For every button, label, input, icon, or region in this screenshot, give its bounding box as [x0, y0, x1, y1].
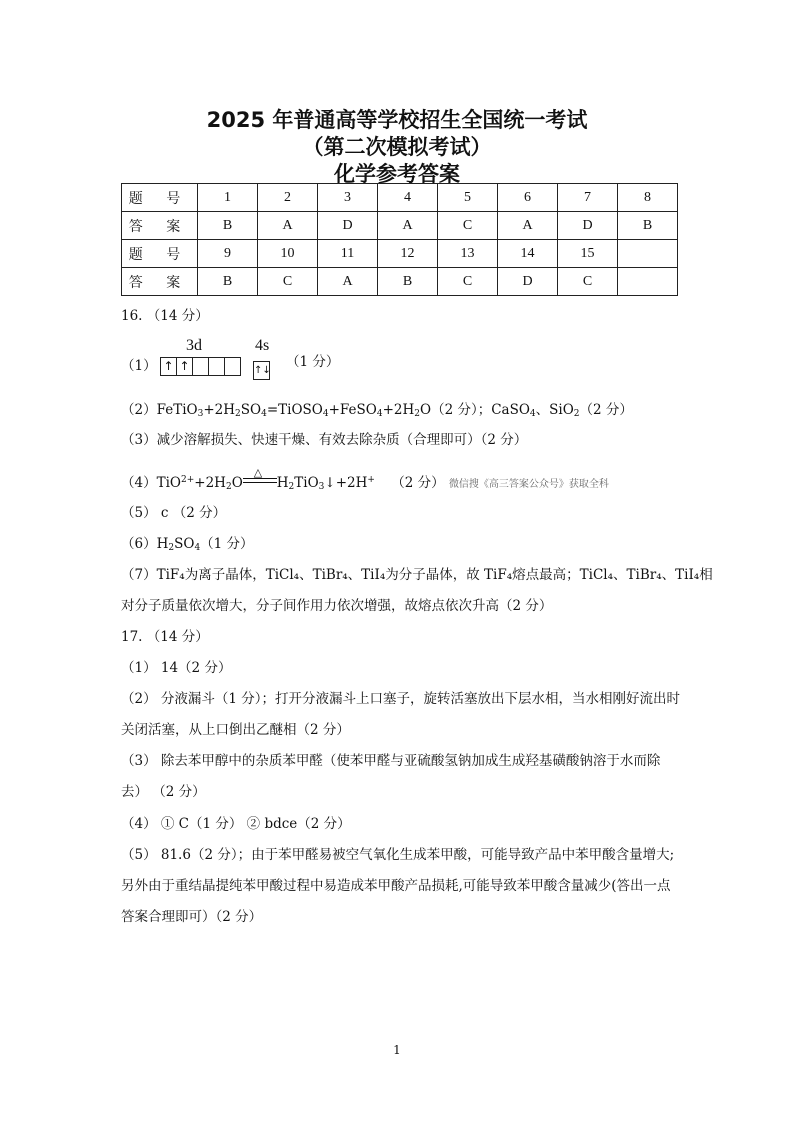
- text: SO: [174, 536, 195, 552]
- text: O（2 分）；CaSO: [420, 402, 530, 418]
- orbital-box: [224, 357, 241, 376]
- text: TiO: [294, 475, 319, 491]
- text: FeTiO: [156, 402, 198, 418]
- text: （4）: [121, 475, 157, 491]
- q17-heading: 17. （14 分）: [121, 629, 209, 645]
- text: 、SiO: [535, 402, 574, 418]
- text: （1 分）: [200, 536, 254, 552]
- superscript: +: [367, 475, 375, 485]
- table-cell: 6: [498, 184, 558, 212]
- table-cell: 13: [438, 240, 498, 268]
- subscript: 2: [288, 482, 295, 492]
- table-cell: C: [438, 212, 498, 240]
- q17-p1: （1） 14（2 分）: [121, 660, 232, 676]
- table-cell: 12: [378, 240, 438, 268]
- text: ↓+2H: [324, 475, 368, 491]
- q16-p2: [121, 400, 633, 424]
- q16-heading: 16. （14 分）: [121, 308, 209, 324]
- q16-p3: （3）减少溶解损失、快速干燥、有效去除杂质（合理即可）（2 分）: [121, 432, 528, 448]
- table-cell: B: [198, 268, 258, 296]
- text: （2 分）: [391, 475, 445, 491]
- row-label: 题 号: [122, 240, 198, 268]
- table-cell: [618, 268, 678, 296]
- text: （2）: [121, 402, 157, 418]
- table-cell: [618, 240, 678, 268]
- table-cell: 1: [198, 184, 258, 212]
- orbital-box: ↑: [160, 357, 177, 376]
- subscript: 2: [225, 482, 232, 492]
- subscript: 4: [529, 409, 536, 419]
- table-cell: 8: [618, 184, 678, 212]
- table-cell: 9: [198, 240, 258, 268]
- table-cell: B: [618, 212, 678, 240]
- orbital-box: ↑↓: [253, 361, 270, 380]
- table-cell: C: [558, 268, 618, 296]
- table-cell: 14: [498, 240, 558, 268]
- subscript: 4: [376, 409, 383, 419]
- text: H: [276, 475, 289, 491]
- q16-p7-line2: 对分子质量依次增大，分子间作用力依次增强，故熔点依次升高（2 分）: [121, 598, 553, 614]
- subscript: 3: [197, 409, 204, 419]
- heating-equals-sign: [243, 466, 277, 485]
- text: +2H: [382, 402, 415, 418]
- exam-subtitle: （第二次模拟考试）: [302, 135, 492, 159]
- subscript: 2: [414, 409, 420, 419]
- orbital-box: [192, 357, 209, 376]
- row-label: 答 案: [122, 212, 198, 240]
- table-cell: B: [198, 212, 258, 240]
- table-row: [122, 184, 678, 212]
- text: SO: [240, 402, 262, 418]
- table-cell: 2: [258, 184, 318, 212]
- q16-p4: [121, 466, 609, 497]
- text: =TiOSO: [266, 402, 323, 418]
- q17-p2: （2） 分液漏斗（1 分）；打开分液漏斗上口塞子，旋转活塞放出下层水相，当水相刚好流出时关闭活塞，从上口倒出乙醚相（2 分）: [121, 691, 681, 738]
- table-cell: A: [378, 212, 438, 240]
- table-cell: 4: [378, 184, 438, 212]
- table-row: [122, 240, 678, 268]
- text: TiO: [156, 475, 181, 491]
- table-cell: C: [438, 268, 498, 296]
- answer-table: [121, 183, 678, 296]
- subscript: 2: [573, 409, 580, 419]
- table-row: [122, 212, 678, 240]
- page-number: 1: [393, 1043, 401, 1057]
- text: +FeSO: [328, 402, 377, 418]
- text: （6）H: [121, 536, 169, 552]
- subscript: 4: [194, 543, 201, 553]
- table-cell: D: [558, 212, 618, 240]
- subscript: 4: [261, 409, 267, 419]
- q17-p3: （3） 除去苯甲醇中的杂质苯甲醛（使苯甲醛与亚硫酸氢钠加成生成羟基磺酸钠溶于水而除去） （2 分）: [121, 753, 661, 800]
- table-cell: 5: [438, 184, 498, 212]
- table-cell: 11: [318, 240, 378, 268]
- q16-p1-label: （1）: [121, 358, 157, 374]
- row-label: 答 案: [122, 268, 198, 296]
- text: +2H: [203, 402, 236, 418]
- q16-p7-line1: （7）TiF₄为离子晶体，TiCl₄、TiBr₄、TiI₄为分子晶体，故 TiF₄熔点最高；TiCl₄、TiBr₄、TiI₄相: [121, 567, 713, 583]
- orbital-3d-boxes: [160, 357, 240, 375]
- text: （2 分）: [579, 402, 633, 418]
- orbital-box: ↑: [176, 357, 193, 376]
- q16-p6: [121, 534, 254, 558]
- orbital-4s-label: 4s: [255, 337, 270, 354]
- table-cell: D: [498, 268, 558, 296]
- text: +2H: [194, 475, 226, 491]
- superscript: 2+: [180, 475, 195, 485]
- watermark-text: 微信搜《高三答案公众号》获取全科: [448, 479, 609, 490]
- table-cell: A: [498, 212, 558, 240]
- table-row: [122, 268, 678, 296]
- answer-key-title: 化学参考答案: [334, 162, 460, 186]
- table-cell: C: [258, 268, 318, 296]
- q16-p1-score: （1 分）: [286, 354, 340, 370]
- table-cell: D: [318, 212, 378, 240]
- table-cell: B: [378, 268, 438, 296]
- q17-p4: （4） ① C（1 分） ② bdce（2 分）: [121, 816, 351, 832]
- orbital-3d-label: 3d: [186, 337, 202, 354]
- table-cell: 15: [558, 240, 618, 268]
- table-cell: 7: [558, 184, 618, 212]
- text: O: [231, 475, 243, 491]
- table-cell: 10: [258, 240, 318, 268]
- subscript: 2: [168, 543, 175, 553]
- table-cell: A: [258, 212, 318, 240]
- row-label: 题 号: [122, 184, 198, 212]
- orbital-4s-boxes: [253, 361, 269, 379]
- subscript: 4: [322, 409, 329, 419]
- table-cell: 3: [318, 184, 378, 212]
- orbital-box: [208, 357, 225, 376]
- q16-p5: （5） c （2 分）: [121, 505, 227, 521]
- subscript: 2: [235, 409, 241, 419]
- delta-icon: △: [253, 466, 263, 479]
- table-cell: A: [318, 268, 378, 296]
- exam-title: 2025 年普通高等学校招生全国统一考试: [206, 108, 588, 132]
- q17-p5: （5） 81.6（2 分）；由于苯甲醛易被空气氧化生成苯甲酸，可能导致产品中苯甲酸含量增大;另外由于重结晶提纯苯甲酸过程中易造成苯甲酸产品损耗,可能导致苯甲酸含量减少(答出一点答案合理即可）（2 分）: [121, 847, 675, 925]
- subscript: 3: [318, 482, 325, 492]
